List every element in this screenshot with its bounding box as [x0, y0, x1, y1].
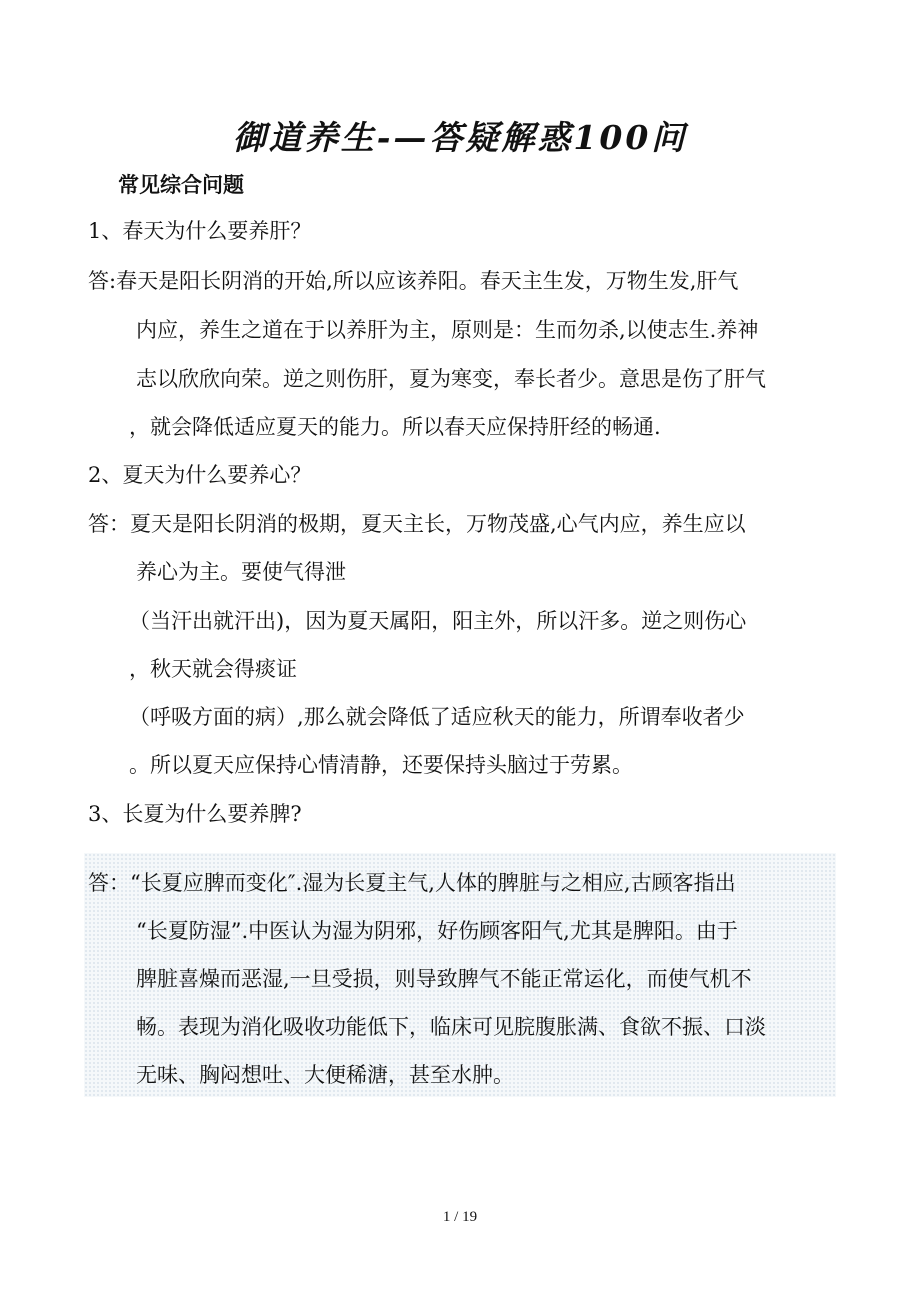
question-1: 1、春天为什么要养肝？: [88, 219, 312, 243]
answer-2-line-6: 。所以夏天应保持心情清静，还要保持头脑过于劳累。: [129, 753, 633, 777]
answer-3-line-2: “长夏防湿”.中医认为湿为阴邪，好伤顾客阳气,尤其是脾阳。由于: [136, 919, 738, 943]
answer-3-line-1: 答：“长夏应脾而变化″.湿为长夏主气,人体的脾脏与之相应,古顾客指出: [88, 871, 736, 895]
answer-2-line-5: （呼吸方面的病）,那么就会降低了适应秋天的能力，所谓奉收者少: [129, 705, 745, 729]
answer-3-line-5: 无味、胸闷想吐、大便稀溏，甚至水肿。: [136, 1063, 514, 1087]
answer-2-line-3: （当汗出就汗出)，因为夏天属阳，阳主外，所以汗多。逆之则伤心: [129, 609, 747, 633]
answer-1-line-1: 答:春天是阳长阴消的开始,所以应该养阳。春天主生发，万物生发,肝气: [88, 269, 739, 293]
question-2: 2、夏天为什么要养心？: [88, 463, 312, 487]
section-heading: 常见综合问题: [118, 172, 244, 197]
answer-2-line-4: ，秋天就会得痰证: [129, 657, 297, 681]
question-3: 3、长夏为什么要养脾?: [88, 802, 302, 826]
answer-3-line-4: 畅。表现为消化吸收功能低下，临床可见脘腹胀满、食欲不振、口淡: [136, 1015, 766, 1039]
answer-1-line-4: ，就会降低适应夏天的能力。所以春天应保持肝经的畅通.: [129, 415, 661, 439]
answer-2-line-1: 答：夏天是阳长阴消的极期，夏天主长，万物茂盛,心气内应，养生应以: [88, 512, 746, 536]
answer-3-line-3: 脾脏喜燥而恶湿,一旦受损，则导致脾气不能正常运化，而使气机不: [136, 967, 752, 991]
answer-2-line-2: 养心为主。要使气得泄: [136, 560, 346, 584]
answer-1-line-2: 内应，养生之道在于以养肝为主，原则是：生而勿杀,以使志生.养神: [136, 318, 759, 342]
answer-1-line-3: 志以欣欣向荣。逆之则伤肝，夏为寒变，奉长者少。意思是伤了肝气: [136, 367, 766, 391]
page-number: 1 / 19: [442, 1209, 478, 1225]
page-title: 御道养生-—答疑解惑100问: [232, 118, 688, 157]
